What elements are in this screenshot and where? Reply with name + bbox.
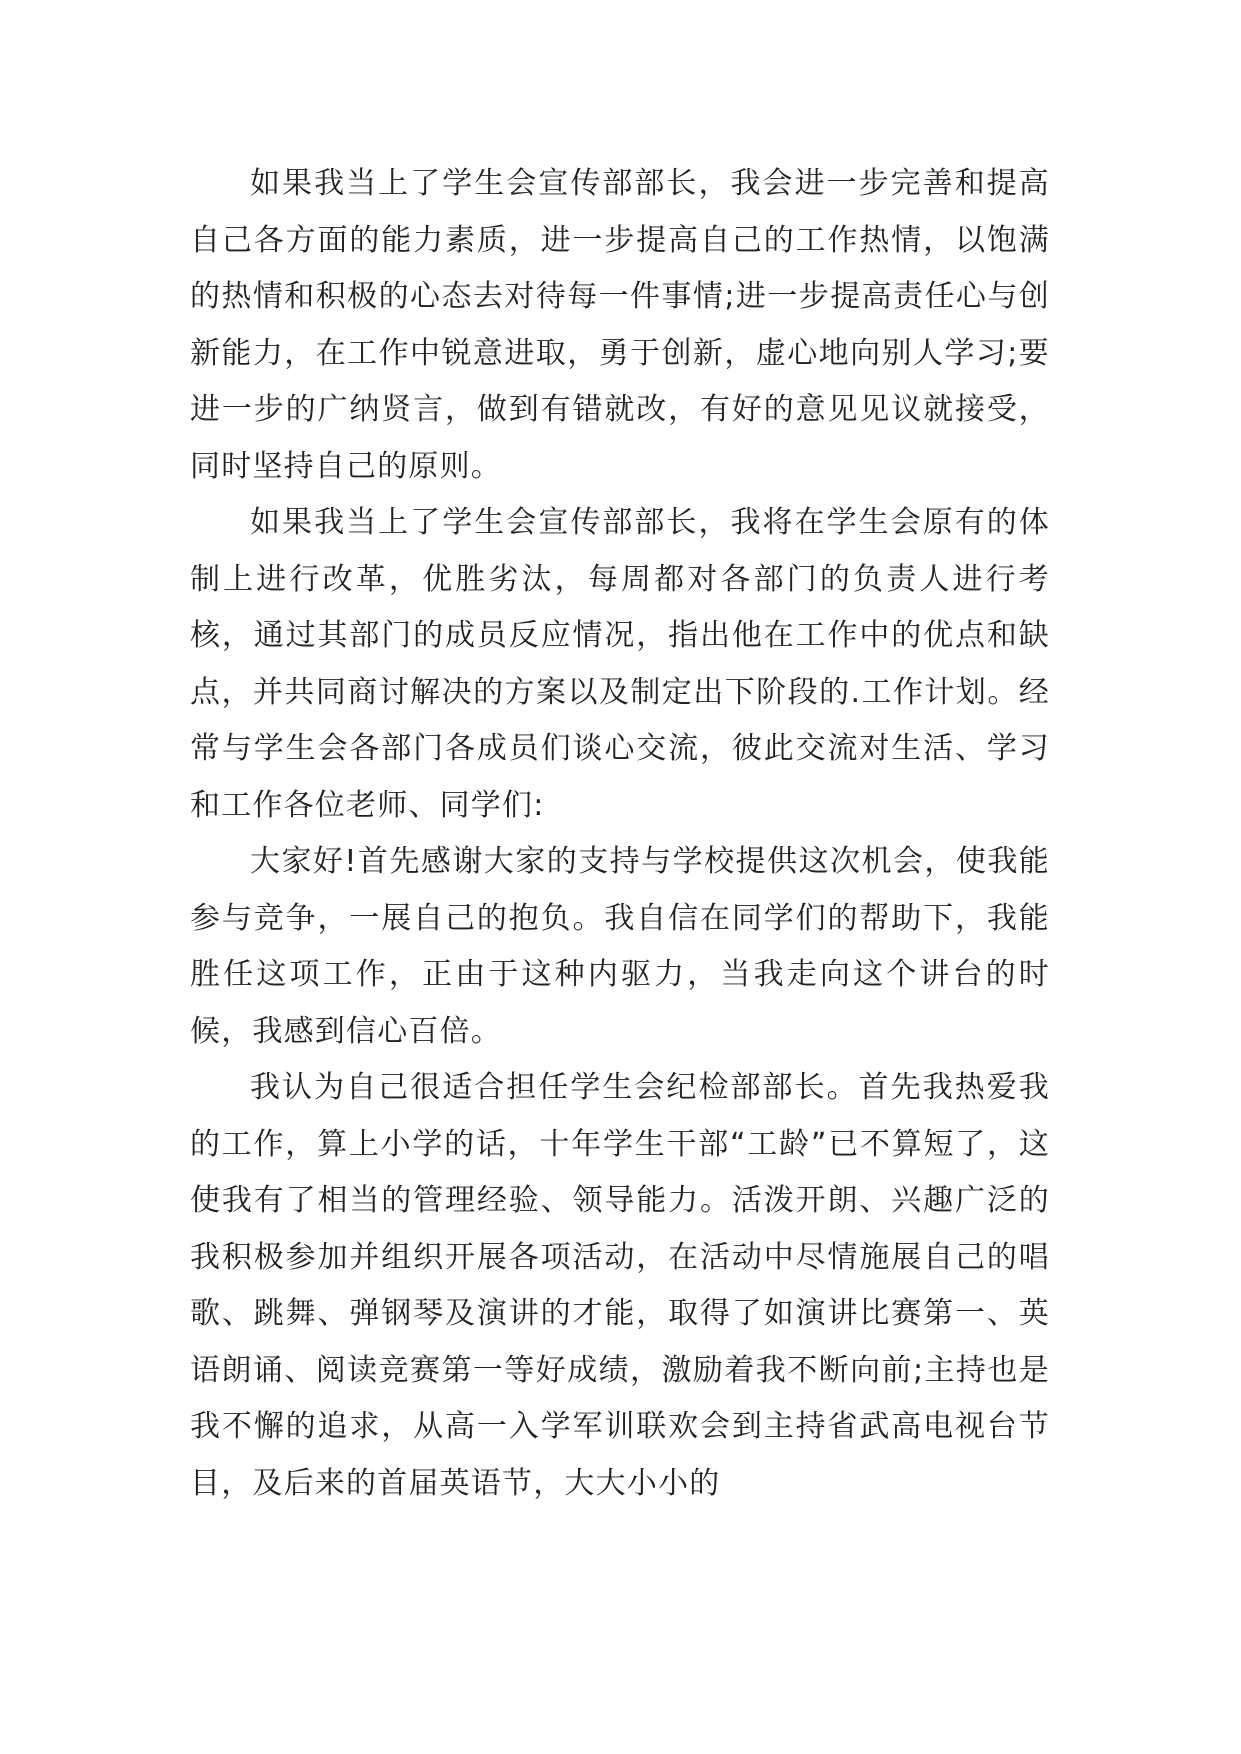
paragraph-1: 如果我当上了学生会宣传部部长，我会进一步完善和提高自己各方面的能力素质，进一步提高自己的工作热情，以饱满的热情和积极的心态去对待每一件事情;进一步提高责任心与创新能力，在工作中锐意进取，勇于创新，虚心地向别人学习;要进一步的广纳贤言，做到有错就改，有好的意见见议就接受，同时坚持自己的原则。: [190, 166, 1050, 484]
paragraph-3: 大家好!首先感谢大家的支持与学校提供这次机会，使我能参与竞争，一展自己的抱负。我自信在同学们的帮助下，我能胜任这项工作，正由于这种内驱力，当我走向这个讲台的时候，我感到信心百倍。: [190, 844, 1050, 1049]
document-body: [190, 156, 1050, 1512]
paragraph-2: 如果我当上了学生会宣传部部长，我将在学生会原有的体制上进行改革，优胜劣汰，每周都对各部门的负责人进行考核，通过其部门的成员反应情况，指出他在工作中的优点和缺点，并共同商讨解决的方案以及制定出下阶段的.工作计划。经常与学生会各部门各成员们谈心交流，彼此交流对生活、学习和工作各位老师、同学们:: [190, 505, 1050, 823]
paragraph-4: 我认为自己很适合担任学生会纪检部部长。首先我热爱我的工作，算上小学的话，十年学生干部“工龄”已不算短了，这使我有了相当的管理经验、领导能力。活泼开朗、兴趣广泛的我积极参加并组织开展各项活动，在活动中尽情施展自己的唱歌、跳舞、弹钢琴及演讲的才能，取得了如演讲比赛第一、英语朗诵、阅读竞赛第一等好成绩，激励着我不断向前;主持也是我不懈的追求，从高一入学军训联欢会到主持省武高电视台节目，及后来的首届英语节，大大小小的: [190, 1070, 1050, 1501]
